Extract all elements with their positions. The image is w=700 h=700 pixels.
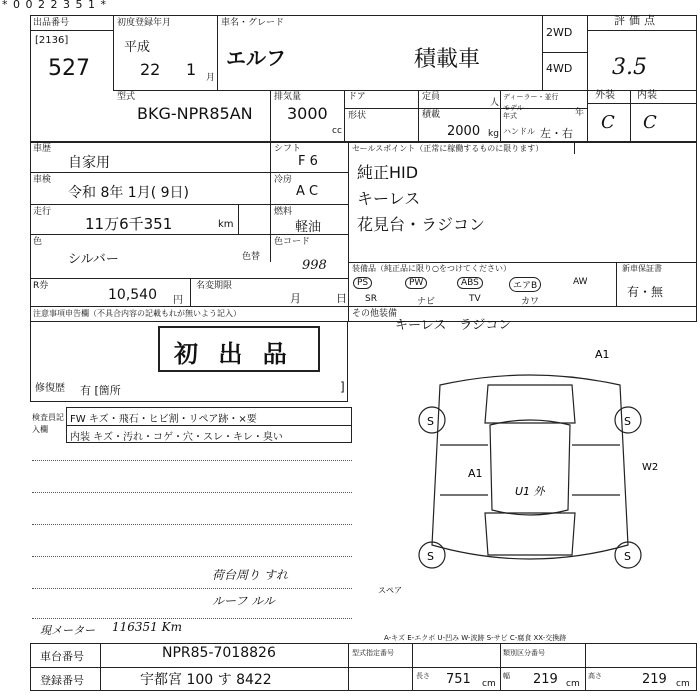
color-code: 998 (302, 258, 327, 273)
usage-label: 車歴 (33, 144, 52, 154)
equip-abs: ABS (457, 277, 509, 292)
capacity-label: 定員 (422, 92, 441, 102)
int-label: 内装 (637, 90, 657, 101)
mileage-label: 走行 (33, 207, 52, 217)
damage-mark: W2 (642, 462, 659, 473)
registration-month: 1 (186, 60, 197, 79)
fuel-value: 軽油 (295, 220, 322, 235)
ac-label: 冷房 (274, 175, 293, 185)
damage-mark: S (427, 415, 434, 428)
shift-label: シフト (274, 144, 302, 154)
model-value: BKG-NPR85AN (137, 104, 253, 123)
lot-label: 出品番号 (33, 18, 70, 28)
inspector-row1: FW キズ・飛石・ヒビ割・リペア跡・×要 (70, 414, 257, 425)
damage-mark: A1 (468, 467, 483, 480)
mileage-unit: km (218, 219, 234, 230)
shift-value: F 6 (298, 154, 318, 169)
handwritten-note-2: ルーフ ルル (212, 594, 275, 608)
drive-4wd: 4WD (546, 62, 573, 75)
recycle-unit: 円 (173, 295, 183, 306)
notes-label: 注意事項申告欄（不具合内容の記載もれが無いよう記入） (33, 309, 241, 318)
width-label: 幅 (503, 672, 510, 680)
inspection-value: 令和 8年 1月( 9日) (68, 185, 189, 201)
year-unit: 年 (575, 108, 585, 118)
car-name: エルフ (226, 46, 286, 70)
color-value: シルバー (68, 252, 119, 267)
damage-mark: A1 (595, 348, 610, 361)
header-serial: * 0 0 2 2 3 5 1 * (2, 0, 107, 11)
fuel-label: 燃料 (274, 207, 293, 217)
type-number-label: 型式指定番号 (352, 649, 394, 657)
int-value: C (643, 112, 657, 133)
recycle-value: 10,540 (108, 287, 157, 303)
selling-point: 純正HID (357, 163, 419, 182)
registration-label: 初度登録年月 (117, 18, 172, 28)
damage-legend: A-キズ E-エクボ U-凹み W-波跡 S-サビ C-腐食 XX-交換跡 (384, 634, 567, 642)
car-grade: 積載車 (414, 47, 481, 72)
selling-point: 花見台・ラジコン (357, 215, 486, 234)
equip-airbag: エアB (509, 277, 561, 292)
handle-value: 左・右 (540, 127, 573, 140)
height-label: 高さ (588, 672, 602, 680)
car-diagram (378, 345, 660, 595)
registration-year: 22 (140, 60, 161, 79)
length-label: 長さ (416, 672, 430, 680)
height-value: 219 (642, 672, 667, 687)
displacement-unit: cc (332, 126, 342, 136)
damage-mark: S (624, 550, 631, 563)
lot-code: [2136] (35, 35, 69, 46)
dealer-label: ディーラー・並行 (503, 93, 559, 101)
registration-month-unit: 月 (206, 73, 216, 83)
plate-value: 宇都宮 100 す 8422 (140, 672, 272, 688)
selling-point: キーレス (357, 189, 421, 208)
recycle-label: R券 (33, 281, 49, 291)
color-code-label: 色コード (274, 237, 311, 247)
damage-mark: U1 外 (515, 485, 545, 498)
color-change-label: 色替 (242, 252, 261, 262)
chassis-value: NPR85-7018826 (162, 645, 276, 661)
transfer-label: 名変期限 (196, 281, 233, 291)
new-guarantee-label: 新車保証書 (622, 264, 662, 273)
inspector-row2: 内装 キズ・汚れ・コゲ・穴・スレ・キレ・臭い (70, 432, 283, 443)
score-value: 3.5 (612, 55, 647, 80)
damage-mark: S (624, 415, 631, 428)
repair-label: 修復歴 (35, 383, 65, 394)
other-label: その他装備 (352, 309, 398, 319)
equip-pw: PW (405, 277, 457, 292)
drive-2wd: 2WD (546, 26, 573, 39)
plate-label: 登録番号 (40, 674, 84, 687)
repair-value: 有 [箇所 (80, 384, 121, 397)
capacity-unit: 人 (490, 98, 500, 108)
mileage-value: 11万6千351 (85, 215, 173, 233)
registration-era: 平成 (124, 40, 151, 55)
load-label: 積載 (422, 110, 441, 120)
lot-number: 527 (48, 56, 90, 81)
equip-leather: カワ (521, 297, 540, 307)
transfer-day: 日 (336, 292, 347, 305)
chassis-label: 車台番号 (40, 650, 84, 663)
displacement-label: 排気量 (274, 92, 302, 102)
meter-label: 現メーター (40, 624, 95, 637)
inspector-label: 検査員記入欄 (32, 413, 64, 434)
load-unit: kg (488, 129, 499, 139)
score-label: 評価点 (614, 14, 659, 27)
height-unit: cm (676, 679, 690, 689)
first-listing-text: 初 出 品 (174, 340, 293, 368)
selling-label: セールスポイント（正常に稼働するものに限ります） (352, 144, 544, 153)
model-year-label: モデル年式 (503, 104, 524, 120)
other-value: キーレス ラジコン (395, 318, 512, 333)
color-label: 色 (33, 237, 43, 247)
ext-value: C (601, 112, 615, 133)
usage-value: 自家用 (68, 155, 110, 171)
load-value: 2000 (447, 124, 481, 139)
door-label: ドア (348, 92, 366, 102)
inspection-label: 車検 (33, 175, 52, 185)
equip-aw: AW (573, 277, 588, 287)
class-number-label: 類別区分番号 (503, 649, 545, 657)
width-value: 219 (533, 672, 558, 687)
equip-tv: TV (469, 294, 481, 304)
ext-label: 外装 (595, 90, 615, 101)
equip-ps: PS (353, 277, 405, 292)
car-name-label: 車名・グレード (221, 18, 285, 28)
displacement-value: 3000 (287, 104, 328, 123)
new-guarantee-value: 有・無 (627, 285, 664, 299)
ac-value: A C (296, 184, 319, 199)
transfer-month: 月 (290, 292, 301, 305)
handle-label: ハンドル (503, 127, 535, 136)
length-unit: cm (482, 679, 496, 689)
header-frame (30, 15, 697, 142)
model-label: 型式 (117, 92, 136, 102)
length-value: 751 (446, 672, 471, 687)
spare-label: スペア (378, 586, 402, 595)
equip-sr: SR (365, 294, 377, 304)
damage-mark: S (427, 550, 434, 563)
meter-value: 116351 Km (112, 620, 182, 634)
equipment-label: 装備品（純正品に限り○をつけてください） (352, 264, 511, 273)
handwritten-note-1: 荷台周り すれ (212, 568, 288, 582)
shape-label: 形状 (348, 111, 367, 121)
equip-navi: ナビ (417, 297, 436, 307)
width-unit: cm (566, 679, 580, 689)
